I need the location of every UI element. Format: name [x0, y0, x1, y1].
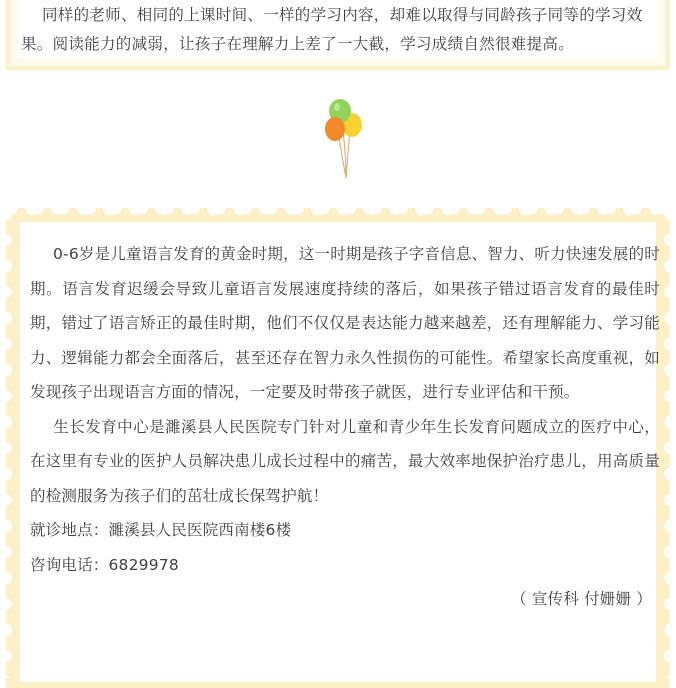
article-paragraph [30, 237, 660, 410]
paragraph-2-text: 生长发育中心是濉溪县人民医院专门针对儿童和青少年生长发育问题成立的医疗中心，在这里有专业的医护人员解决患儿成长过程中的痛苦，最大效率地保护治疗患儿，用高质量的检测服务为孩子们的茁壮成长保驾护航！ [30, 417, 660, 505]
article-paragraph [30, 410, 660, 514]
location-line: 就诊地点：濉溪县人民医院西南楼6楼 [30, 521, 292, 539]
phone-line: 咨询电话：6829978 [30, 555, 179, 574]
paragraph-1-text: 0-6岁是儿童语言发育的黄金时期，这一时期是孩子字音信息、智力、听力快速发展的时期。语言发育迟缓会导致儿童语言发展速度持续的落后，如果孩子错过语言发育的最佳时期，错过了语言矫正的最佳时期，他们不仅仅是表达能力越来越差，还有理解能力、学习能力、逻辑能力都会全面落后，甚至还存在智力永久性损伤的可能性。希望家长高度重视，如发现孩子出现语言方面的情况，一定要及时带孩子就医，进行专业评估和干预。 [30, 245, 660, 401]
balloons-icon [318, 98, 368, 182]
signature-line: （ 宣传科 付姗姗 ） [511, 590, 652, 608]
intro-paragraph [21, 1, 665, 59]
intro-text: 同样的老师、相同的上课时间、一样的学习内容，却难以取得与同龄孩子同等的学习效果。阅读能力的减弱，让孩子在理解力上差了一大截，学习成绩自然很难提高。 [21, 6, 643, 53]
article-content [30, 237, 660, 617]
